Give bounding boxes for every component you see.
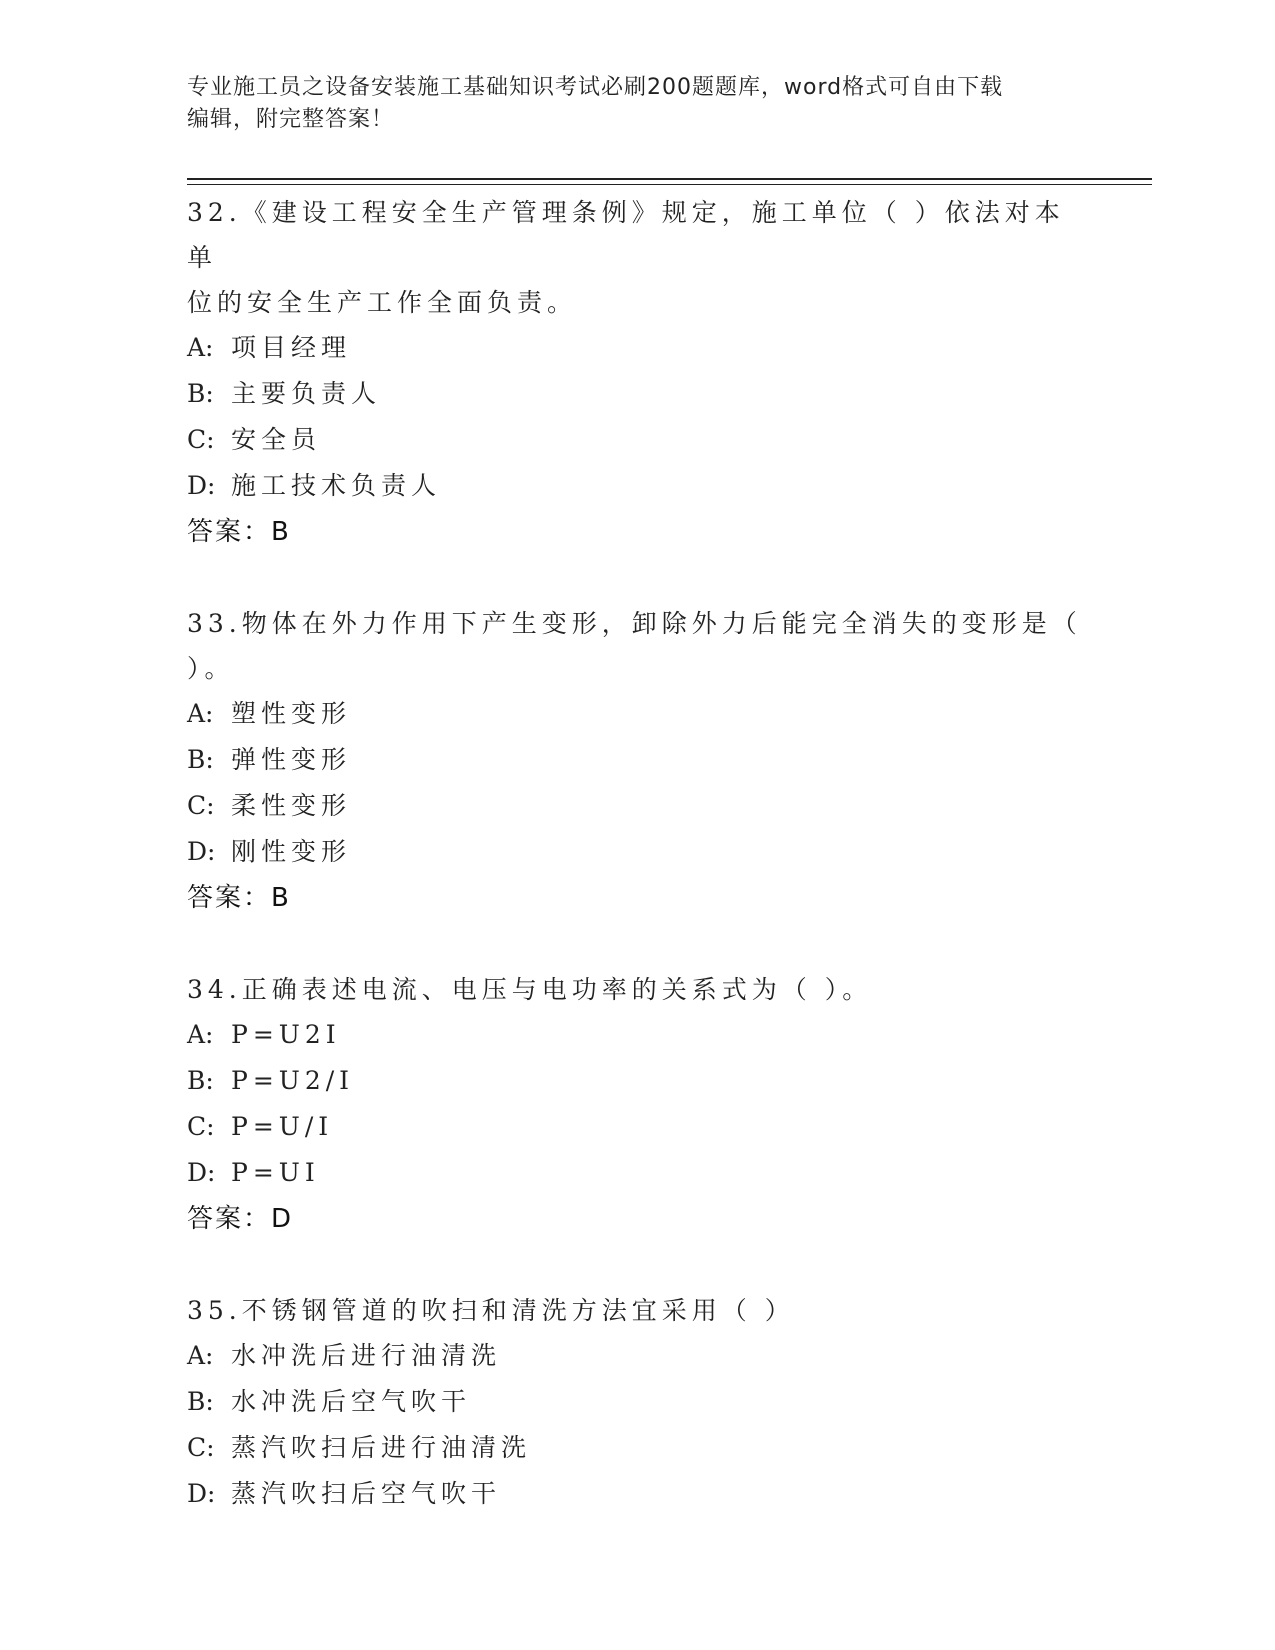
- option-text: 水冲洗后空气吹干: [231, 1387, 472, 1416]
- header-divider-thin: [187, 184, 1152, 185]
- option-letter: A:: [187, 1020, 214, 1049]
- option-text: P=U2/I: [231, 1066, 355, 1095]
- option-a: [187, 691, 1087, 737]
- option-d: [187, 1471, 1087, 1517]
- option-c: [187, 1425, 1087, 1471]
- question-text-line: ）。: [187, 654, 235, 683]
- question-text-line: 34.正确表述电流、电压与电功率的关系式为（ ）。: [187, 975, 873, 1004]
- question-32: [187, 190, 1087, 555]
- option-a: [187, 325, 1087, 371]
- option-b: [187, 371, 1087, 417]
- option-text: 项目经理: [231, 333, 352, 362]
- option-letter: A:: [187, 1341, 214, 1370]
- option-letter: B:: [187, 379, 214, 408]
- option-b: [187, 1058, 1087, 1104]
- option-c: [187, 783, 1087, 829]
- option-letter: D:: [187, 1479, 216, 1508]
- option-letter: A:: [187, 333, 214, 362]
- option-letter: D:: [187, 1158, 216, 1187]
- option-letter: B:: [187, 1066, 214, 1095]
- option-letter: C:: [187, 1433, 215, 1462]
- answer-line: 答案：B: [187, 517, 291, 547]
- option-b: [187, 1379, 1087, 1425]
- option-text: 塑性变形: [231, 699, 352, 728]
- option-d: [187, 1150, 1087, 1196]
- option-c: [187, 417, 1087, 463]
- option-letter: D:: [187, 471, 216, 500]
- option-letter: B:: [187, 1387, 214, 1416]
- option-text: 主要负责人: [231, 379, 382, 408]
- question-text-line: 33.物体在外力作用下产生变形，卸除外力后能完全消失的变形是（: [187, 609, 1082, 638]
- option-text: 刚性变形: [231, 837, 352, 866]
- option-text: 弹性变形: [231, 745, 352, 774]
- question-list: [187, 190, 1087, 1517]
- option-letter: D:: [187, 837, 216, 866]
- question-text-line: 32.《建设工程安全生产管理条例》规定，施工单位（ ）依法对本单: [187, 198, 1065, 272]
- question-34: [187, 967, 1087, 1242]
- option-a: [187, 1012, 1087, 1058]
- option-b: [187, 737, 1087, 783]
- question-35: [187, 1288, 1087, 1517]
- question-text-line: 位的安全生产工作全面负责。: [187, 288, 578, 317]
- answer-line: 答案：D: [187, 1204, 294, 1234]
- answer-line: 答案：B: [187, 883, 291, 913]
- question-text-line: 35.不锈钢管道的吹扫和清洗方法宜采用（ ）: [187, 1296, 795, 1325]
- option-text: 施工技术负责人: [231, 471, 442, 500]
- option-letter: A:: [187, 699, 214, 728]
- option-text: P=UI: [231, 1158, 320, 1187]
- option-text: 安全员: [231, 425, 322, 454]
- option-text: 水冲洗后进行油清洗: [231, 1341, 502, 1370]
- option-text: 蒸汽吹扫后空气吹干: [231, 1479, 502, 1508]
- option-letter: C:: [187, 1112, 215, 1141]
- option-d: [187, 463, 1087, 509]
- option-letter: C:: [187, 791, 215, 820]
- option-letter: B:: [187, 745, 214, 774]
- option-text: P=U/I: [231, 1112, 334, 1141]
- header-title-line-1: 专业施工员之设备安装施工基础知识考试必刷200题题库，word格式可自由下载: [187, 75, 1004, 100]
- option-d: [187, 829, 1087, 875]
- question-33: [187, 601, 1087, 921]
- option-a: [187, 1333, 1087, 1379]
- option-text: P=U2I: [231, 1020, 341, 1049]
- header-title-line-2: 编辑，附完整答案！: [187, 107, 395, 132]
- option-c: [187, 1104, 1087, 1150]
- option-text: 蒸汽吹扫后进行油清洗: [231, 1433, 532, 1462]
- option-text: 柔性变形: [231, 791, 352, 820]
- header-divider-thick: [187, 178, 1152, 180]
- document-header: [187, 72, 1067, 136]
- option-letter: C:: [187, 425, 215, 454]
